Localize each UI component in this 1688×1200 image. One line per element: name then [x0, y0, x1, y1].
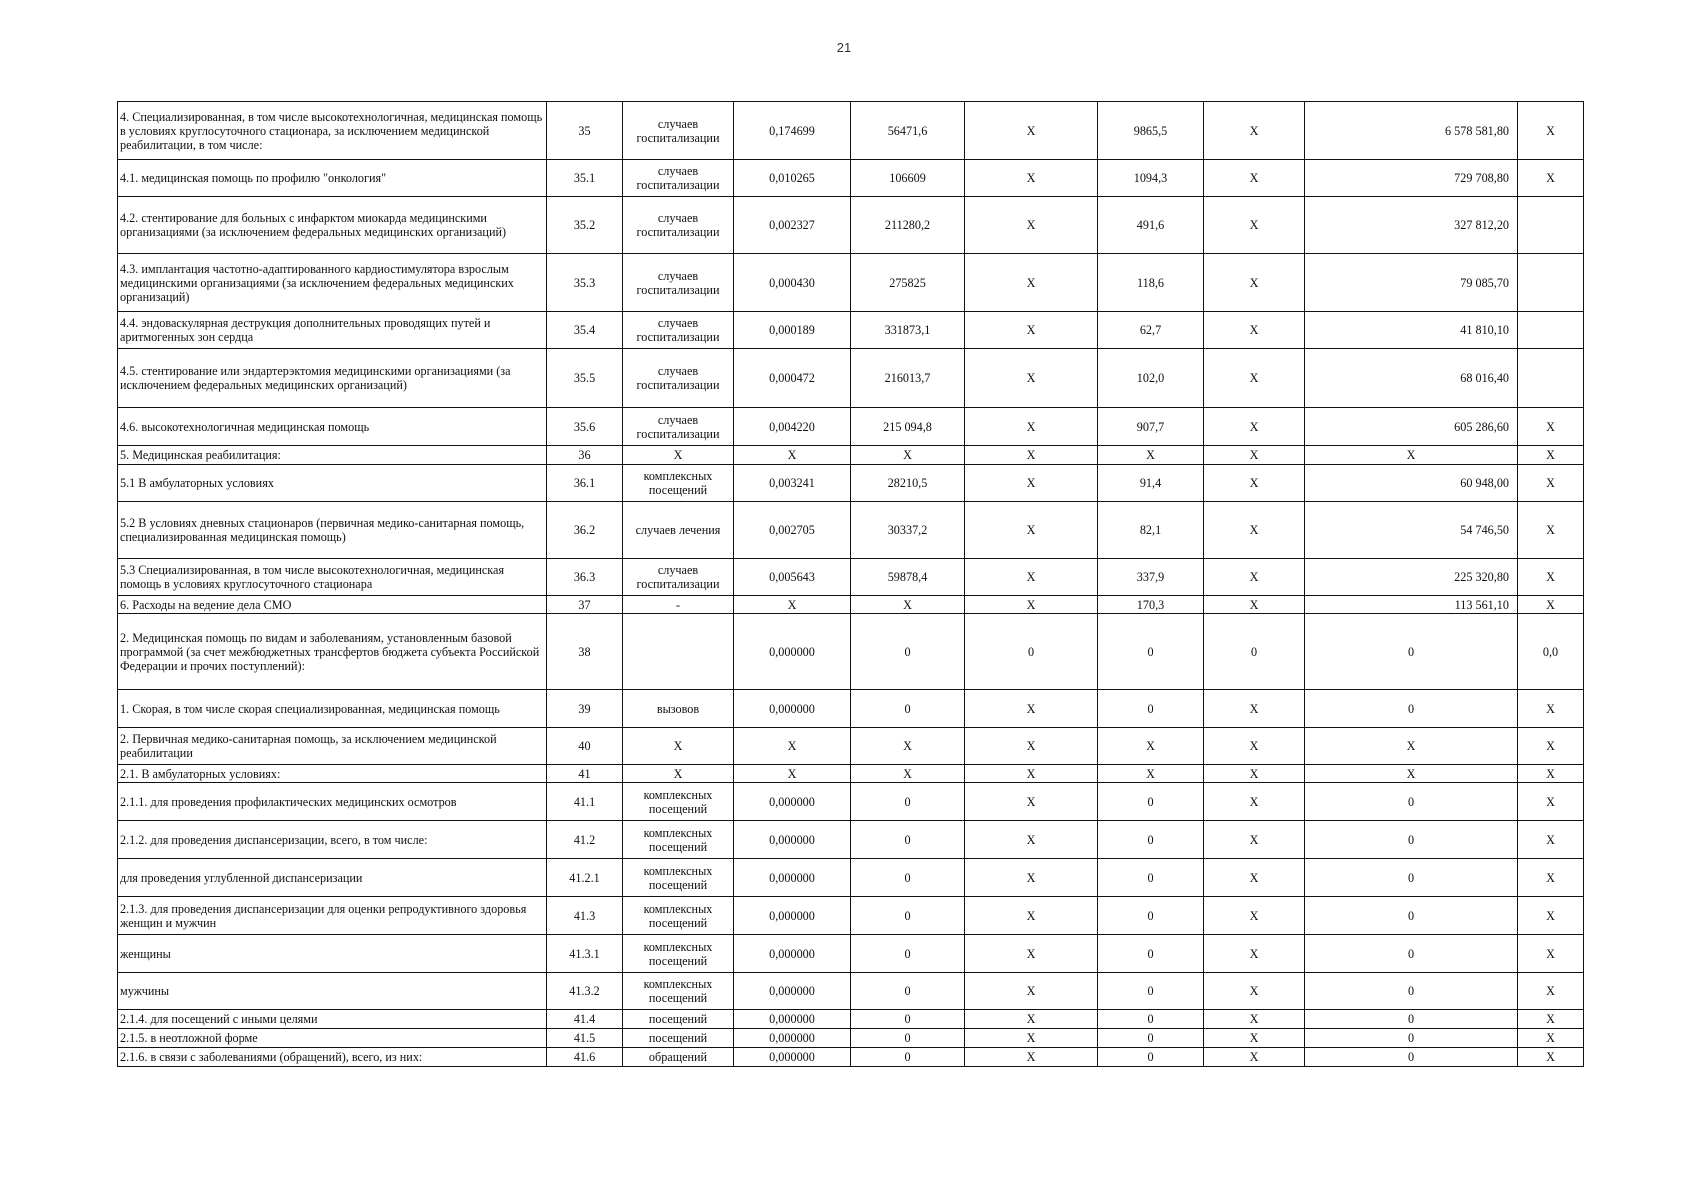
- row-code-cell: 41.3.1: [547, 935, 623, 973]
- row-col6-cell: 0: [965, 614, 1098, 690]
- row-col6-cell: X: [965, 197, 1098, 254]
- row-norm-cell: 0,010265: [734, 160, 851, 197]
- table-row: [118, 765, 1584, 783]
- row-col6-cell: X: [965, 559, 1098, 596]
- row-name-cell: 2. Первичная медико-санитарная помощь, за исключением медицинской реабилитации: [118, 728, 547, 765]
- row-unit-cell: вызовов: [623, 690, 734, 728]
- table-body: [118, 102, 1584, 1067]
- row-col6-cell: X: [965, 1048, 1098, 1067]
- row-norm-cell: 0,000000: [734, 859, 851, 897]
- row-col7-cell: 0: [1098, 935, 1204, 973]
- row-code-cell: 35: [547, 102, 623, 160]
- row-col8-cell: X: [1204, 1010, 1305, 1029]
- row-col7-cell: 0: [1098, 973, 1204, 1010]
- row-col8-cell: X: [1204, 935, 1305, 973]
- row-norm-cell: 0,000000: [734, 783, 851, 821]
- row-col6-cell: X: [965, 254, 1098, 312]
- row-col7-cell: 0: [1098, 1048, 1204, 1067]
- row-col8-cell: 0: [1204, 614, 1305, 690]
- row-col6-cell: X: [965, 765, 1098, 783]
- row-name-cell: 2.1.1. для проведения профилактических медицинских осмотров: [118, 783, 547, 821]
- row-col6-cell: X: [965, 160, 1098, 197]
- row-cost-cell: 106609: [851, 160, 965, 197]
- table-row: [118, 728, 1584, 765]
- row-unit-cell: случаев госпитализации: [623, 197, 734, 254]
- row-sum-cell: 0: [1305, 1010, 1518, 1029]
- row-code-cell: 37: [547, 596, 623, 614]
- row-code-cell: 40: [547, 728, 623, 765]
- row-name-cell: 5.2 В условиях дневных стационаров (первичная медико-санитарная помощь, специализированная медицинская помощь): [118, 502, 547, 559]
- row-col6-cell: X: [965, 783, 1098, 821]
- row-name-cell: 2. Медицинская помощь по видам и заболеваниям, установленным базовой программой (за счет межбюджетных трансфертов бюджета субъекта Российской Федерации и прочих поступлений):: [118, 614, 547, 690]
- medical-care-table: [117, 101, 1584, 1067]
- row-unit-cell: X: [623, 728, 734, 765]
- row-name-cell: 2.1.4. для посещений с иными целями: [118, 1010, 547, 1029]
- row-unit-cell: посещений: [623, 1029, 734, 1048]
- row-col8-cell: X: [1204, 197, 1305, 254]
- row-code-cell: 41.2: [547, 821, 623, 859]
- row-col7-cell: 0: [1098, 614, 1204, 690]
- row-col8-cell: X: [1204, 160, 1305, 197]
- row-unit-cell: случаев госпитализации: [623, 312, 734, 349]
- row-col7-cell: 1094,3: [1098, 160, 1204, 197]
- row-code-cell: 36: [547, 446, 623, 465]
- row-code-cell: 35.4: [547, 312, 623, 349]
- row-cost-cell: 0: [851, 1010, 965, 1029]
- row-col8-cell: X: [1204, 596, 1305, 614]
- row-col8-cell: X: [1204, 897, 1305, 935]
- row-col7-cell: 102,0: [1098, 349, 1204, 408]
- row-code-cell: 41.4: [547, 1010, 623, 1029]
- row-sum-cell: 113 561,10: [1305, 596, 1518, 614]
- row-name-cell: 4.5. стентирование или эндартерэктомия медицинскими организациями (за исключением федеральных медицинских организаций): [118, 349, 547, 408]
- row-cost-cell: 28210,5: [851, 465, 965, 502]
- row-col8-cell: X: [1204, 559, 1305, 596]
- row-norm-cell: 0,000000: [734, 973, 851, 1010]
- row-unit-cell: случаев госпитализации: [623, 160, 734, 197]
- table-row: [118, 821, 1584, 859]
- row-code-cell: 38: [547, 614, 623, 690]
- row-name-cell: 2.1.2. для проведения диспансеризации, всего, в том числе:: [118, 821, 547, 859]
- row-col10-cell: X: [1518, 783, 1584, 821]
- row-unit-cell: случаев госпитализации: [623, 349, 734, 408]
- row-col10-cell: X: [1518, 1048, 1584, 1067]
- row-sum-cell: 79 085,70: [1305, 254, 1518, 312]
- row-cost-cell: 0: [851, 821, 965, 859]
- row-col8-cell: X: [1204, 102, 1305, 160]
- row-col7-cell: 91,4: [1098, 465, 1204, 502]
- row-col8-cell: X: [1204, 1048, 1305, 1067]
- row-col6-cell: X: [965, 1029, 1098, 1048]
- row-sum-cell: 41 810,10: [1305, 312, 1518, 349]
- row-col7-cell: 82,1: [1098, 502, 1204, 559]
- row-col7-cell: X: [1098, 446, 1204, 465]
- row-unit-cell: случаев госпитализации: [623, 102, 734, 160]
- row-unit-cell: случаев госпитализации: [623, 559, 734, 596]
- row-col7-cell: 907,7: [1098, 408, 1204, 446]
- row-col7-cell: 170,3: [1098, 596, 1204, 614]
- row-col6-cell: X: [965, 312, 1098, 349]
- row-unit-cell: обращений: [623, 1048, 734, 1067]
- row-norm-cell: 0,003241: [734, 465, 851, 502]
- row-col7-cell: 337,9: [1098, 559, 1204, 596]
- row-col6-cell: X: [965, 728, 1098, 765]
- row-col6-cell: X: [965, 690, 1098, 728]
- row-sum-cell: 0: [1305, 783, 1518, 821]
- row-unit-cell: случаев госпитализации: [623, 254, 734, 312]
- row-cost-cell: 0: [851, 783, 965, 821]
- row-col8-cell: X: [1204, 973, 1305, 1010]
- row-name-cell: 6. Расходы на ведение дела СМО: [118, 596, 547, 614]
- row-name-cell: 5. Медицинская реабилитация:: [118, 446, 547, 465]
- row-col10-cell: [1518, 312, 1584, 349]
- table-row: [118, 102, 1584, 160]
- row-name-cell: 2.1.6. в связи с заболеваниями (обращений), всего, из них:: [118, 1048, 547, 1067]
- row-col10-cell: X: [1518, 935, 1584, 973]
- table-row: [118, 614, 1584, 690]
- row-unit-cell: -: [623, 596, 734, 614]
- row-col10-cell: X: [1518, 973, 1584, 1010]
- row-sum-cell: 0: [1305, 821, 1518, 859]
- row-sum-cell: X: [1305, 765, 1518, 783]
- row-col7-cell: 0: [1098, 1029, 1204, 1048]
- row-col10-cell: X: [1518, 690, 1584, 728]
- row-col10-cell: X: [1518, 102, 1584, 160]
- row-col7-cell: 0: [1098, 1010, 1204, 1029]
- row-norm-cell: 0,000000: [734, 1048, 851, 1067]
- row-col8-cell: X: [1204, 465, 1305, 502]
- row-unit-cell: комплексных посещений: [623, 821, 734, 859]
- row-norm-cell: 0,005643: [734, 559, 851, 596]
- row-code-cell: 41.1: [547, 783, 623, 821]
- row-cost-cell: 0: [851, 1048, 965, 1067]
- table-row: [118, 1048, 1584, 1067]
- row-col8-cell: X: [1204, 821, 1305, 859]
- table-row: [118, 349, 1584, 408]
- row-unit-cell: случаев лечения: [623, 502, 734, 559]
- row-norm-cell: 0,002705: [734, 502, 851, 559]
- row-col10-cell: X: [1518, 446, 1584, 465]
- row-cost-cell: 216013,7: [851, 349, 965, 408]
- row-name-cell: для проведения углубленной диспансеризации: [118, 859, 547, 897]
- row-code-cell: 35.5: [547, 349, 623, 408]
- row-col7-cell: 491,6: [1098, 197, 1204, 254]
- row-col8-cell: X: [1204, 446, 1305, 465]
- row-norm-cell: X: [734, 446, 851, 465]
- row-col8-cell: X: [1204, 728, 1305, 765]
- table-row: [118, 408, 1584, 446]
- row-name-cell: 2.1.3. для проведения диспансеризации для оценки репродуктивного здоровья женщин и мужчин: [118, 897, 547, 935]
- row-col10-cell: X: [1518, 859, 1584, 897]
- row-cost-cell: 215 094,8: [851, 408, 965, 446]
- row-col8-cell: X: [1204, 349, 1305, 408]
- row-name-cell: 5.3 Специализированная, в том числе высокотехнологичная, медицинская помощь в условиях круглосуточного стационара: [118, 559, 547, 596]
- table-row: [118, 690, 1584, 728]
- row-norm-cell: 0,000472: [734, 349, 851, 408]
- row-code-cell: 36.1: [547, 465, 623, 502]
- row-cost-cell: 211280,2: [851, 197, 965, 254]
- table-row: [118, 465, 1584, 502]
- row-col10-cell: X: [1518, 160, 1584, 197]
- row-sum-cell: 0: [1305, 690, 1518, 728]
- row-sum-cell: 225 320,80: [1305, 559, 1518, 596]
- table-row: [118, 312, 1584, 349]
- row-norm-cell: 0,000000: [734, 690, 851, 728]
- row-col6-cell: X: [965, 596, 1098, 614]
- row-code-cell: 41.2.1: [547, 859, 623, 897]
- row-norm-cell: 0,174699: [734, 102, 851, 160]
- row-col10-cell: X: [1518, 728, 1584, 765]
- row-col10-cell: 0,0: [1518, 614, 1584, 690]
- row-col10-cell: X: [1518, 821, 1584, 859]
- row-code-cell: 41.3.2: [547, 973, 623, 1010]
- row-col10-cell: X: [1518, 596, 1584, 614]
- row-col8-cell: X: [1204, 765, 1305, 783]
- row-col10-cell: X: [1518, 1029, 1584, 1048]
- row-sum-cell: 0: [1305, 935, 1518, 973]
- table-row: [118, 254, 1584, 312]
- table-row: [118, 897, 1584, 935]
- row-col7-cell: 0: [1098, 859, 1204, 897]
- row-unit-cell: комплексных посещений: [623, 935, 734, 973]
- row-col8-cell: X: [1204, 408, 1305, 446]
- row-name-cell: 2.1.5. в неотложной форме: [118, 1029, 547, 1048]
- row-cost-cell: 59878,4: [851, 559, 965, 596]
- table-row: [118, 596, 1584, 614]
- row-col7-cell: 62,7: [1098, 312, 1204, 349]
- row-col10-cell: X: [1518, 502, 1584, 559]
- row-name-cell: мужчины: [118, 973, 547, 1010]
- row-name-cell: 4.1. медицинская помощь по профилю "онкология": [118, 160, 547, 197]
- row-norm-cell: 0,000000: [734, 897, 851, 935]
- row-sum-cell: 0: [1305, 973, 1518, 1010]
- row-sum-cell: X: [1305, 728, 1518, 765]
- row-code-cell: 39: [547, 690, 623, 728]
- row-name-cell: 4.2. стентирование для больных с инфарктом миокарда медицинскими организациями (за исключением федеральных медицинских организаций): [118, 197, 547, 254]
- row-cost-cell: 0: [851, 1029, 965, 1048]
- row-code-cell: 35.3: [547, 254, 623, 312]
- row-col8-cell: X: [1204, 783, 1305, 821]
- row-col8-cell: X: [1204, 254, 1305, 312]
- row-sum-cell: 6 578 581,80: [1305, 102, 1518, 160]
- row-col10-cell: X: [1518, 765, 1584, 783]
- row-col10-cell: X: [1518, 465, 1584, 502]
- row-norm-cell: 0,000000: [734, 821, 851, 859]
- table-row: [118, 160, 1584, 197]
- row-cost-cell: X: [851, 765, 965, 783]
- row-norm-cell: X: [734, 728, 851, 765]
- table-row: [118, 859, 1584, 897]
- row-col6-cell: X: [965, 408, 1098, 446]
- row-sum-cell: 605 286,60: [1305, 408, 1518, 446]
- row-sum-cell: 0: [1305, 614, 1518, 690]
- table-row: [118, 559, 1584, 596]
- row-sum-cell: 68 016,40: [1305, 349, 1518, 408]
- row-cost-cell: X: [851, 728, 965, 765]
- row-sum-cell: 327 812,20: [1305, 197, 1518, 254]
- row-unit-cell: комплексных посещений: [623, 973, 734, 1010]
- row-col7-cell: 0: [1098, 783, 1204, 821]
- row-unit-cell: комплексных посещений: [623, 465, 734, 502]
- row-sum-cell: 0: [1305, 897, 1518, 935]
- row-col6-cell: X: [965, 1010, 1098, 1029]
- row-unit-cell: [623, 614, 734, 690]
- row-col6-cell: X: [965, 502, 1098, 559]
- row-sum-cell: X: [1305, 446, 1518, 465]
- row-code-cell: 41.3: [547, 897, 623, 935]
- row-name-cell: 4.3. имплантация частотно-адаптированного кардиостимулятора взрослым медицинскими организациями (за исключением федеральных медицинских организаций): [118, 254, 547, 312]
- row-col8-cell: X: [1204, 690, 1305, 728]
- row-col6-cell: X: [965, 102, 1098, 160]
- row-col10-cell: X: [1518, 1010, 1584, 1029]
- row-col7-cell: X: [1098, 728, 1204, 765]
- row-cost-cell: 56471,6: [851, 102, 965, 160]
- row-norm-cell: 0,000000: [734, 1029, 851, 1048]
- row-unit-cell: случаев госпитализации: [623, 408, 734, 446]
- row-sum-cell: 0: [1305, 1029, 1518, 1048]
- table-row: [118, 446, 1584, 465]
- row-name-cell: 5.1 В амбулаторных условиях: [118, 465, 547, 502]
- row-norm-cell: 0,000000: [734, 614, 851, 690]
- row-name-cell: 2.1. В амбулаторных условиях:: [118, 765, 547, 783]
- row-unit-cell: X: [623, 446, 734, 465]
- row-code-cell: 36.2: [547, 502, 623, 559]
- row-col7-cell: 118,6: [1098, 254, 1204, 312]
- table-row: [118, 197, 1584, 254]
- row-col8-cell: X: [1204, 1029, 1305, 1048]
- row-name-cell: 1. Скорая, в том числе скорая специализированная, медицинская помощь: [118, 690, 547, 728]
- row-col6-cell: X: [965, 465, 1098, 502]
- row-name-cell: 4.6. высокотехнологичная медицинская помощь: [118, 408, 547, 446]
- row-sum-cell: 0: [1305, 1048, 1518, 1067]
- row-cost-cell: 331873,1: [851, 312, 965, 349]
- row-cost-cell: 30337,2: [851, 502, 965, 559]
- row-sum-cell: 0: [1305, 859, 1518, 897]
- row-code-cell: 36.3: [547, 559, 623, 596]
- row-col6-cell: X: [965, 821, 1098, 859]
- row-col7-cell: 0: [1098, 690, 1204, 728]
- row-unit-cell: X: [623, 765, 734, 783]
- row-col10-cell: X: [1518, 897, 1584, 935]
- row-col8-cell: X: [1204, 502, 1305, 559]
- row-col6-cell: X: [965, 349, 1098, 408]
- row-code-cell: 41.5: [547, 1029, 623, 1048]
- row-sum-cell: 729 708,80: [1305, 160, 1518, 197]
- row-code-cell: 41: [547, 765, 623, 783]
- row-cost-cell: 0: [851, 897, 965, 935]
- row-code-cell: 35.1: [547, 160, 623, 197]
- table-row: [118, 935, 1584, 973]
- table-row: [118, 1010, 1584, 1029]
- row-name-cell: 4. Специализированная, в том числе высокотехнологичная, медицинская помощь в условиях круглосуточного стационара, за исключением медицинской реабилитации, в том числе:: [118, 102, 547, 160]
- row-col8-cell: X: [1204, 312, 1305, 349]
- row-col6-cell: X: [965, 973, 1098, 1010]
- row-col10-cell: X: [1518, 559, 1584, 596]
- row-norm-cell: 0,004220: [734, 408, 851, 446]
- row-cost-cell: 0: [851, 614, 965, 690]
- row-code-cell: 41.6: [547, 1048, 623, 1067]
- row-col10-cell: X: [1518, 408, 1584, 446]
- row-unit-cell: комплексных посещений: [623, 859, 734, 897]
- row-cost-cell: 0: [851, 690, 965, 728]
- row-norm-cell: 0,000189: [734, 312, 851, 349]
- row-col8-cell: X: [1204, 859, 1305, 897]
- row-norm-cell: 0,000000: [734, 935, 851, 973]
- table-row: [118, 783, 1584, 821]
- row-sum-cell: 60 948,00: [1305, 465, 1518, 502]
- row-cost-cell: 0: [851, 973, 965, 1010]
- row-norm-cell: 0,000000: [734, 1010, 851, 1029]
- table-row: [118, 973, 1584, 1010]
- table-row: [118, 1029, 1584, 1048]
- row-cost-cell: 275825: [851, 254, 965, 312]
- row-cost-cell: 0: [851, 935, 965, 973]
- row-name-cell: 4.4. эндоваскулярная деструкция дополнительных проводящих путей и аритмогенных зон сердца: [118, 312, 547, 349]
- row-sum-cell: 54 746,50: [1305, 502, 1518, 559]
- row-unit-cell: комплексных посещений: [623, 897, 734, 935]
- row-col7-cell: 9865,5: [1098, 102, 1204, 160]
- row-col7-cell: 0: [1098, 821, 1204, 859]
- row-cost-cell: X: [851, 596, 965, 614]
- row-norm-cell: 0,002327: [734, 197, 851, 254]
- row-col6-cell: X: [965, 935, 1098, 973]
- row-norm-cell: X: [734, 765, 851, 783]
- row-col6-cell: X: [965, 897, 1098, 935]
- page-number: 21: [836, 40, 852, 55]
- row-unit-cell: посещений: [623, 1010, 734, 1029]
- row-unit-cell: комплексных посещений: [623, 783, 734, 821]
- row-col10-cell: [1518, 349, 1584, 408]
- table-row: [118, 502, 1584, 559]
- row-norm-cell: 0,000430: [734, 254, 851, 312]
- row-cost-cell: X: [851, 446, 965, 465]
- row-code-cell: 35.6: [547, 408, 623, 446]
- row-name-cell: женщины: [118, 935, 547, 973]
- row-col6-cell: X: [965, 446, 1098, 465]
- row-col7-cell: 0: [1098, 897, 1204, 935]
- row-col7-cell: X: [1098, 765, 1204, 783]
- row-cost-cell: 0: [851, 859, 965, 897]
- row-col10-cell: [1518, 197, 1584, 254]
- row-col10-cell: [1518, 254, 1584, 312]
- row-col6-cell: X: [965, 859, 1098, 897]
- row-norm-cell: X: [734, 596, 851, 614]
- row-code-cell: 35.2: [547, 197, 623, 254]
